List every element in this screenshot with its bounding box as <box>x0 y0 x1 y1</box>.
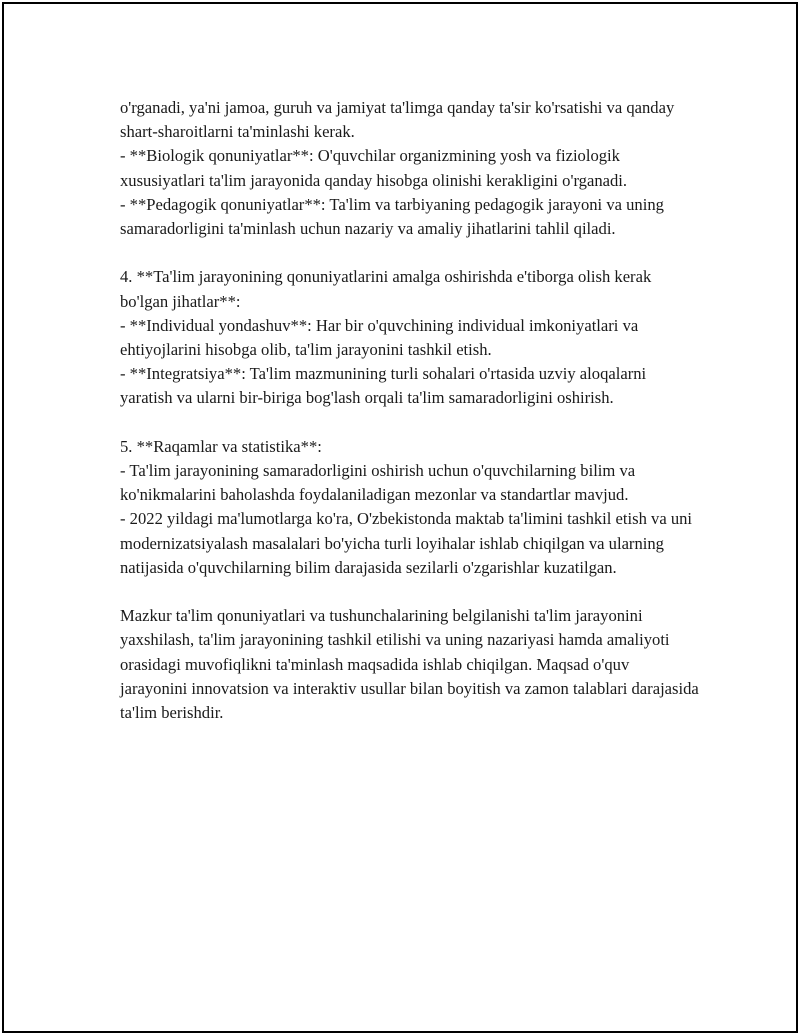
document-body <box>120 96 700 725</box>
list-item-mezonlar: - Ta'lim jarayonining samaradorligini oshirish uchun o'quvchilarning bilim va ko'nikmalarini baholashda foydalaniladigan mezonlar va standartlar mavjud. <box>120 461 636 505</box>
list-item-integratsiya: - **Integratsiya**: Ta'lim mazmunining turli sohalari o'rtasida uzviy aloqalarni yaratish va ularni bir-biriga bog'lash orqali ta'lim samaradorligini oshirish. <box>120 364 647 408</box>
list-item-biologik: - **Biologik qonuniyatlar**: O'quvchilar organizmining yosh va fiziologik xususiyatlari ta'lim jarayonida qanday hisobga olinishi kerakligini o'rganadi. <box>120 146 628 190</box>
intro-continuation-paragraph: o'rganadi, ya'ni jamoa, guruh va jamiyat ta'limga qanday ta'sir ko'rsatishi va qanday shart-sharoitlarni ta'minlashi kerak. <box>120 98 675 142</box>
paragraph-gap <box>120 241 700 265</box>
paragraph-gap <box>120 411 700 435</box>
conclusion-paragraph: Mazkur ta'lim qonuniyatlari va tushunchalarining belgilanishi ta'lim jarayonini yaxshilash, ta'lim jarayonining tashkil etilishi va uning nazariyasi hamda amaliyoti orasidagi muvofiqlikni ta'minlash maqsadida ishlab chiqilgan. Maqsad o'quv jarayonini innovatsion va interaktiv usullar bilan boyitish va zamon talablari darajasida ta'lim berishdir. <box>120 606 699 723</box>
list-item-individual: - **Individual yondashuv**: Har bir o'quvchining individual imkoniyatlari va ehtiyojlarini hisobga olib, ta'lim jarayonini tashkil etish. <box>120 315 639 360</box>
list-item-statistika-2022: - 2022 yildagi ma'lumotlarga ko'ra, O'zbekistonda maktab ta'limini tashkil etish va uni modernizatsiyalash masalalari bo'yicha turli loyihalar ishlab chiqilgan va ularning natijasida o'quvchilarning bilim darajasida sezilarli o'zgarishlar kuzatilgan. <box>120 509 693 577</box>
paragraph-gap <box>120 580 700 604</box>
list-item-pedagogik: - **Pedagogik qonuniyatlar**: Ta'lim va tarbiyaning pedagogik jarayoni va uning samaradorligini ta'minlash uchun nazariy va amaliy jihatlarini tahlil qiladi. <box>120 194 664 239</box>
section-5-heading: 5. **Raqamlar va statistika**: <box>120 436 322 456</box>
document-page <box>2 2 798 1033</box>
section-4-heading: 4. **Ta'lim jarayonining qonuniyatlarini amalga oshirishda e'tiborga olish kerak bo'lgan jihatlar**: <box>120 267 652 311</box>
